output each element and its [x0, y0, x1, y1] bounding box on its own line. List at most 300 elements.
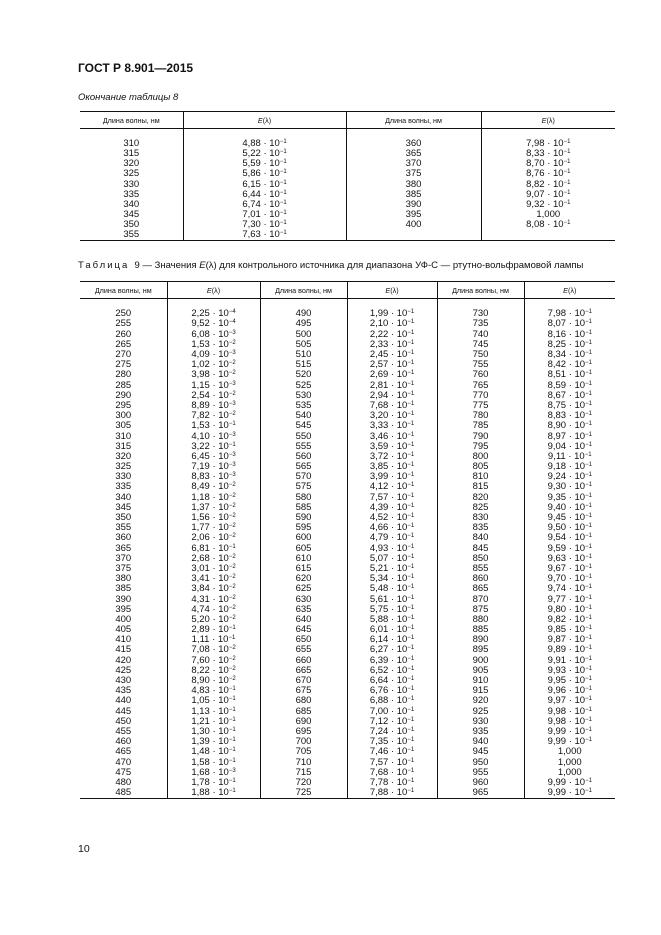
wavelength-cell: 290 [115, 389, 132, 401]
e-mantissa: 5,88 · 10 [369, 613, 408, 625]
wavelength-cell: 795 [437, 442, 524, 452]
e-exponent: −1 [407, 767, 415, 774]
wavelength-cell: 395 [346, 210, 481, 220]
e-exponent: −1 [585, 676, 592, 683]
e-mantissa: 2,94 · 10 [369, 389, 408, 401]
e-mantissa: 1,000 [536, 208, 561, 220]
e-mantissa: 9,40 · 10 [547, 501, 586, 513]
e-exponent: −1 [228, 716, 236, 723]
e-exponent: −4 [228, 309, 236, 316]
table-row [80, 442, 615, 452]
wavelength-cell: 440 [115, 695, 132, 707]
e-mantissa: 9,99 · 10 [547, 725, 586, 737]
e-mantissa: 9,70 · 10 [547, 573, 586, 585]
wavelength-cell: 325 [123, 168, 140, 180]
e-exponent: −1 [585, 604, 592, 611]
e-exponent: −1 [407, 543, 415, 550]
e-exponent: −3 [228, 431, 236, 438]
wavelength-cell: 875 [437, 605, 524, 615]
e-mantissa: 3,33 · 10 [369, 420, 408, 432]
e-mantissa: 3,46 · 10 [369, 430, 408, 442]
e-exponent: −2 [228, 502, 236, 509]
e-exponent: −1 [228, 686, 236, 693]
e-exponent: −1 [407, 441, 415, 448]
wavelength-cell: 390 [115, 593, 132, 605]
e-mantissa: 1,15 · 10 [191, 379, 229, 391]
e-exponent: −1 [585, 523, 592, 530]
wavelength-cell: 950 [437, 757, 524, 767]
e-exponent: −1 [563, 149, 571, 156]
wavelength-cell: 960 [437, 778, 524, 788]
e-mantissa: 7,30 · 10 [242, 218, 280, 230]
wavelength-cell: 825 [437, 503, 524, 513]
wavelength-cell: 890 [437, 635, 524, 645]
e-exponent: −2 [228, 665, 236, 672]
e-exponent: −1 [585, 390, 592, 397]
wavelength-cell: 545 [260, 421, 347, 431]
e-mantissa: 3,41 · 10 [191, 573, 229, 585]
e-exponent: −1 [407, 614, 415, 621]
wavelength-cell: 735 [437, 319, 524, 329]
e-mantissa: 2,25 · 10 [191, 308, 229, 320]
table-row [80, 401, 615, 411]
e-exponent: −4 [228, 319, 236, 326]
e-mantissa: 3,98 · 10 [191, 369, 229, 381]
wavelength-cell: 710 [260, 757, 347, 767]
e-mantissa: 3,84 · 10 [191, 583, 229, 595]
wavelength-cell: 605 [260, 544, 347, 554]
wavelength-cell: 345 [123, 208, 140, 220]
e-exponent: −1 [407, 431, 415, 438]
e-mantissa: 6,64 · 10 [369, 675, 408, 687]
wavelength-cell: 315 [115, 440, 132, 452]
table-row [80, 533, 615, 543]
e-mantissa: 5,86 · 10 [242, 168, 280, 180]
e-mantissa: 3,22 · 10 [191, 440, 229, 452]
e-mantissa: 1,78 · 10 [191, 776, 229, 788]
wavelength-cell: 680 [260, 696, 347, 706]
e-mantissa: 9,67 · 10 [547, 562, 586, 574]
table8-caption: Окончание таблицы 8 [78, 92, 179, 103]
wavelength-cell: 350 [115, 512, 132, 524]
e-value-cell [524, 788, 615, 799]
e-mantissa: 4,66 · 10 [369, 522, 408, 534]
e-mantissa: 2,68 · 10 [191, 552, 229, 564]
e-exponent: −3 [228, 329, 236, 336]
e-mantissa: 1,68 · 10 [191, 766, 229, 778]
table-row [80, 309, 615, 319]
e-exponent: −2 [228, 584, 236, 591]
e-value-cell [167, 788, 260, 799]
e-exponent: −1 [407, 777, 415, 784]
e-mantissa: 7,60 · 10 [191, 654, 229, 666]
e-exponent: −1 [407, 492, 415, 499]
e-exponent: −2 [228, 339, 236, 346]
e-exponent: −1 [563, 219, 571, 226]
table-row [80, 381, 615, 391]
table-row [80, 574, 615, 584]
wavelength-cell: 370 [346, 159, 481, 169]
e-exponent: −2 [228, 594, 236, 601]
e-exponent: −1 [585, 492, 592, 499]
wavelength-cell: 310 [115, 430, 132, 442]
table-row [80, 360, 615, 370]
e-mantissa: 7,46 · 10 [369, 746, 408, 758]
wavelength-cell: 355 [115, 522, 132, 534]
wavelength-cell: 505 [260, 340, 347, 350]
wavelength-cell: 665 [260, 666, 347, 676]
e-mantissa: 5,61 · 10 [369, 593, 408, 605]
e-mantissa: 8,90 · 10 [547, 420, 586, 432]
e-exponent: −1 [407, 737, 415, 744]
wavelength-cell: 430 [115, 675, 132, 687]
wavelength-cell: 365 [346, 149, 481, 159]
e-mantissa: 4,52 · 10 [369, 512, 408, 524]
wavelength-cell: 530 [260, 391, 347, 401]
e-mantissa: 9,11 · 10 [547, 450, 585, 462]
wavelength-cell: 510 [260, 350, 347, 360]
e-exponent: −1 [407, 360, 415, 367]
wavelength-cell: 630 [260, 594, 347, 604]
e-exponent: −1 [585, 574, 592, 581]
table-row [80, 564, 615, 574]
e-mantissa: 9,97 · 10 [547, 695, 586, 707]
e-exponent: −2 [228, 482, 236, 489]
e-exponent: −1 [407, 563, 415, 570]
wavelength-cell: 755 [437, 360, 524, 370]
table9-caption [78, 260, 583, 271]
wavelength-cell: 405 [115, 624, 132, 636]
wavelength-cell: 870 [437, 594, 524, 604]
e-exponent: −1 [279, 159, 287, 166]
e-exponent: −1 [407, 380, 415, 387]
col-e-lambda-header [167, 282, 260, 299]
wavelength-cell: 705 [260, 747, 347, 757]
e-exponent: −3 [228, 400, 236, 407]
e-exponent: −1 [585, 309, 592, 316]
e-mantissa: 5,20 · 10 [191, 613, 229, 625]
lambda-arg: (λ) [211, 285, 221, 295]
e-mantissa: 8,70 · 10 [526, 158, 564, 170]
e-mantissa: 1,53 · 10 [191, 338, 229, 350]
wavelength-cell: 335 [115, 481, 132, 493]
e-mantissa: 3,59 · 10 [369, 440, 408, 452]
e-mantissa: 9,50 · 10 [547, 522, 586, 534]
e-exponent: −1 [228, 757, 236, 764]
e-exponent: −1 [279, 209, 287, 216]
e-exponent: −1 [407, 726, 415, 733]
table-row [80, 472, 615, 482]
table-row [80, 625, 615, 635]
e-mantissa: 9,99 · 10 [547, 736, 586, 748]
e-exponent: −1 [407, 411, 415, 418]
table-row [80, 370, 615, 380]
wavelength-cell: 395 [115, 603, 132, 615]
e-mantissa: 9,52 · 10 [191, 318, 229, 330]
e-exponent: −1 [407, 574, 415, 581]
table-row [80, 330, 615, 340]
wavelength-cell: 455 [115, 725, 132, 737]
wavelength-cell: 385 [346, 190, 481, 200]
spacer-row [80, 299, 615, 310]
wavelength-cell: 310 [123, 138, 140, 150]
e-exponent: −1 [407, 370, 415, 377]
wavelength-cell: 345 [115, 501, 132, 513]
caption-post: (λ) для контрольного источника для диапазона УФ-С — ртутно-вольфрамовой лампы [205, 260, 584, 271]
e-exponent: −1 [407, 604, 415, 611]
e-exponent: −1 [407, 584, 415, 591]
wavelength-cell: 305 [115, 420, 132, 432]
lambda-arg: (λ) [262, 115, 272, 125]
e-mantissa: 7,98 · 10 [526, 138, 564, 150]
wavelength-cell: 300 [115, 410, 132, 422]
e-mantissa: 9,07 · 10 [526, 188, 564, 200]
e-mantissa: 1,05 · 10 [191, 695, 229, 707]
e-exponent: −1 [407, 706, 415, 713]
e-mantissa: 1,39 · 10 [191, 736, 229, 748]
e-exponent: −1 [407, 329, 415, 336]
wavelength-cell: 320 [115, 450, 132, 462]
wavelength-cell: 805 [437, 462, 524, 472]
table-row [80, 696, 615, 706]
wavelength-cell: 570 [260, 472, 347, 482]
wavelength-cell: 575 [260, 482, 347, 492]
wavelength-cell: 495 [260, 319, 347, 329]
e-mantissa: 8,42 · 10 [547, 359, 586, 371]
lambda-arg: (λ) [390, 285, 399, 295]
e-mantissa: 8,51 · 10 [547, 369, 586, 381]
e-symbol: E [541, 115, 547, 125]
e-mantissa: 3,72 · 10 [369, 450, 408, 462]
e-mantissa: 8,07 · 10 [547, 318, 586, 330]
wavelength-cell: 915 [437, 686, 524, 696]
e-exponent: −1 [407, 309, 415, 316]
e-symbol: E [206, 285, 212, 295]
wavelength-cell: 855 [437, 564, 524, 574]
caption-number: 9 [134, 260, 140, 271]
e-exponent: −1 [585, 482, 592, 489]
e-exponent: −1 [563, 169, 571, 176]
wavelength-cell: 330 [115, 471, 132, 483]
wavelength-cell: 325 [115, 461, 132, 473]
e-mantissa: 3,20 · 10 [369, 410, 408, 422]
e-exponent: −1 [407, 594, 415, 601]
e-mantissa: 9,45 · 10 [547, 512, 586, 524]
wavelength-cell: 745 [437, 340, 524, 350]
e-mantissa: 8,16 · 10 [547, 328, 586, 340]
e-exponent: −1 [407, 513, 415, 520]
e-mantissa: 4,74 · 10 [191, 603, 229, 615]
e-exponent: −1 [407, 747, 415, 754]
e-mantissa: 9,85 · 10 [547, 624, 586, 636]
e-mantissa: 6,76 · 10 [369, 685, 408, 697]
wavelength-cell: 540 [260, 411, 347, 421]
table-row [80, 605, 615, 615]
e-mantissa: 9,24 · 10 [547, 471, 586, 483]
wavelength-cell: 770 [437, 391, 524, 401]
e-exponent: −1 [585, 584, 592, 591]
wavelength-cell: 340 [115, 491, 132, 503]
e-mantissa: 9,91 · 10 [547, 654, 586, 666]
e-mantissa: 5,07 · 10 [369, 552, 408, 564]
wavelength-cell: 490 [260, 309, 347, 319]
col-e-lambda-header [524, 282, 615, 299]
wavelength-cell: 785 [437, 421, 524, 431]
wavelength-cell: 740 [437, 330, 524, 340]
table-row [80, 768, 615, 778]
e-mantissa: 1,18 · 10 [191, 491, 229, 503]
e-mantissa: 1,30 · 10 [191, 725, 229, 737]
wavelength-cell: 910 [437, 676, 524, 686]
wavelength-cell: 930 [437, 717, 524, 727]
e-exponent: −3 [228, 767, 236, 774]
e-mantissa: 4,88 · 10 [242, 138, 280, 150]
wavelength-cell: 865 [437, 584, 524, 594]
e-exponent: −1 [407, 451, 415, 458]
wavelength-cell: 585 [260, 503, 347, 513]
wavelength-cell: 375 [115, 562, 132, 574]
wavelength-cell: 565 [260, 462, 347, 472]
e-exponent: −1 [585, 614, 592, 621]
e-exponent: −1 [407, 686, 415, 693]
e-exponent: −2 [228, 563, 236, 570]
e-exponent: −1 [407, 482, 415, 489]
e-exponent: −1 [585, 594, 592, 601]
e-exponent: −1 [407, 421, 415, 428]
e-mantissa: 6,52 · 10 [369, 664, 408, 676]
wavelength-cell: 370 [115, 552, 132, 564]
e-exponent: −1 [585, 329, 592, 336]
e-mantissa: 6,44 · 10 [242, 188, 280, 200]
wavelength-cell: 360 [346, 139, 481, 149]
e-exponent: −1 [407, 625, 415, 632]
e-mantissa: 6,81 · 10 [191, 542, 229, 554]
wavelength-cell: 265 [115, 338, 132, 350]
wavelength-cell: 415 [115, 644, 132, 656]
e-mantissa: 9,35 · 10 [547, 491, 586, 503]
e-exponent: −1 [585, 370, 592, 377]
e-mantissa: 6,01 · 10 [369, 624, 408, 636]
e-mantissa: 3,01 · 10 [191, 562, 229, 574]
wavelength-cell: 390 [346, 200, 481, 210]
e-exponent: −1 [407, 472, 415, 479]
e-exponent: −1 [585, 350, 592, 357]
table-row [80, 513, 615, 523]
wavelength-cell: 385 [115, 583, 132, 595]
wavelength-cell: 900 [437, 656, 524, 666]
e-exponent: −1 [563, 199, 571, 206]
table-8 [80, 111, 615, 241]
col-e-lambda-header [183, 112, 346, 129]
e-mantissa: 8,75 · 10 [547, 399, 586, 411]
wavelength-cell: 690 [260, 717, 347, 727]
e-mantissa: 2,57 · 10 [369, 359, 408, 371]
e-mantissa: 1,58 · 10 [191, 756, 229, 768]
e-mantissa: 1,000 [557, 746, 582, 758]
e-exponent: −2 [228, 574, 236, 581]
e-mantissa: 7,68 · 10 [369, 399, 408, 411]
wavelength-cell: 380 [115, 573, 132, 585]
e-mantissa: 7,63 · 10 [242, 228, 280, 240]
e-exponent: −1 [279, 199, 287, 206]
e-exponent: −1 [585, 400, 592, 407]
e-exponent: −2 [228, 492, 236, 499]
e-exponent: −1 [585, 421, 592, 428]
e-mantissa: 4,83 · 10 [191, 685, 229, 697]
e-exponent: −2 [228, 655, 236, 662]
wavelength-cell: 615 [260, 564, 347, 574]
table-row [80, 200, 615, 210]
col-wavelength-header: Длина волны, нм [80, 282, 167, 299]
e-exponent: −1 [407, 676, 415, 683]
wavelength-cell: 635 [260, 605, 347, 615]
wavelength-cell: 280 [115, 369, 132, 381]
e-mantissa: 6,14 · 10 [369, 634, 408, 646]
wavelength-cell: 255 [115, 318, 132, 330]
caption-pre: — Значения [139, 260, 200, 271]
e-mantissa: 8,82 · 10 [526, 178, 564, 190]
e-mantissa: 3,85 · 10 [369, 461, 408, 473]
e-mantissa: 8,49 · 10 [191, 481, 229, 493]
wavelength-cell: 335 [123, 188, 140, 200]
wavelength-cell: 675 [260, 686, 347, 696]
wavelength-cell: 935 [437, 727, 524, 737]
e-mantissa: 9,93 · 10 [547, 664, 586, 676]
wavelength-cell: 460 [115, 736, 132, 748]
e-mantissa: 2,69 · 10 [369, 369, 408, 381]
e-exponent: −1 [228, 777, 236, 784]
table-row [80, 230, 615, 241]
e-mantissa: 8,59 · 10 [547, 379, 586, 391]
table-row [80, 615, 615, 625]
caption-label: Таблица [78, 260, 130, 271]
e-mantissa: 5,22 · 10 [242, 148, 280, 160]
wavelength-cell: 835 [437, 523, 524, 533]
e-mantissa: 8,34 · 10 [547, 349, 586, 361]
e-mantissa: 1,53 · 10 [191, 420, 229, 432]
e-exponent: −1 [585, 339, 592, 346]
e-mantissa: 2,45 · 10 [369, 349, 408, 361]
e-symbol: E [257, 115, 263, 125]
e-mantissa: 4,39 · 10 [369, 501, 408, 513]
wavelength-cell: 660 [260, 656, 347, 666]
wavelength-cell: 800 [437, 452, 524, 462]
e-exponent: −2 [228, 604, 236, 611]
col-e-lambda-header [481, 112, 615, 129]
e-mantissa: 8,67 · 10 [547, 389, 586, 401]
e-exponent: −1 [407, 645, 415, 652]
wavelength-cell: 480 [115, 776, 132, 788]
e-mantissa: 9,32 · 10 [526, 198, 564, 210]
e-exponent: −1 [585, 665, 592, 672]
e-exponent: −1 [279, 179, 287, 186]
wavelength-cell: 760 [437, 370, 524, 380]
table-row [80, 462, 615, 472]
e-exponent: −1 [585, 686, 592, 693]
e-exponent: −2 [228, 553, 236, 560]
wavelength-cell: 470 [115, 756, 132, 768]
wavelength-cell: 380 [346, 179, 481, 189]
e-exponent: −1 [584, 451, 592, 458]
wavelength-cell: 445 [115, 705, 132, 717]
e-exponent: −1 [279, 229, 287, 236]
table-row [80, 584, 615, 594]
wavelength-cell: 655 [260, 645, 347, 655]
e-exponent: −2 [228, 614, 236, 621]
e-exponent: −1 [585, 563, 592, 570]
e-mantissa: 1,77 · 10 [191, 522, 229, 534]
wavelength-cell: 560 [260, 452, 347, 462]
